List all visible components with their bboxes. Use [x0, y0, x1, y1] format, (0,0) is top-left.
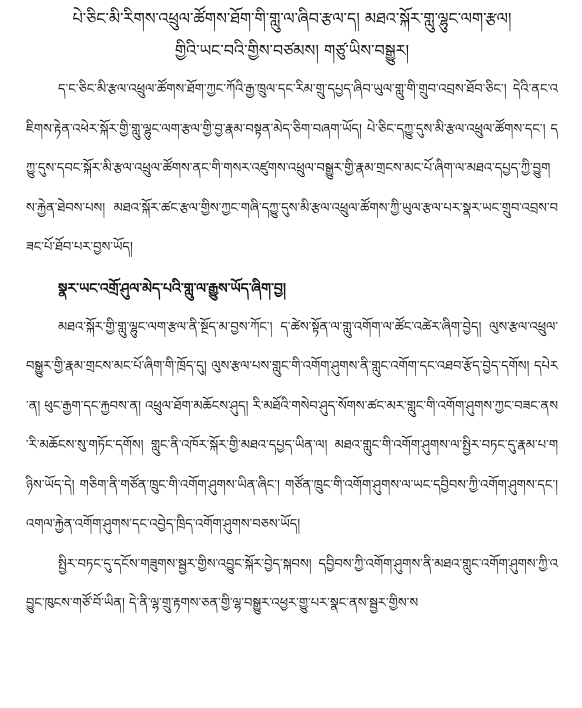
body-paragraph-1: མཐའ་སྐོར་གྱི་གླུ་ལྷུང་ལག་རྩལ་ནི་སྔོད་མ་བྱས་ཀོང་། ད་ཚེས་སྟོན་ལ་གླུ་འགོག་ལ་ཚོང་འཚེར་ཞིག་བྱེད། ལུས་རྩལ་འཕྲུལ་བསྒྱུར་གྱི་རྣམ་གྲངས་མང་པོ་ཞིག་གི་ཁྲོད་དུ། ལུས་རྩལ་པས་གླུང་གི་འགོག་ཤུགས་ནི་གླུང་འགོག་དང་འཐབ་རྩོད་བྱེད་དགོས། དཔེར་ན། ཕུང་རྒྱག་དང་རྐྱབས་ན། འཕྲུལ་ཐོག་མཆོངས་ཤུད། རི་མཐོའི་གསེབ་ཤུད་སོགས་ཚང་མར་གླུང་གི་འགོག་ཤུགས་ཀྱང་བཟང་ནས་རི་མཆོངས་སུ་གཏོང་དགོས། གླུང་ནི་འཁོར་སྐོར་གྱི་མཐའ་དཔྱད་ཡིན་ལ། མཐའ་གླུང་གི་འགོག་ཤུགས་ལ་སྤྱིར་བཏང་དུ་རྣམ་པ་གཉིས་ཡོད་དེ། གཅིག་ནི་གཙོན་ཁྲུང་གི་འགོག་ཤུགས་ཡིན་ཞིང་། གཙོན་ཁྲུང་གི་འགོག་ཤུགས་ལ་ཡང་དབྱིབས་ཀྱི་འགོག་ཤུགས་དང་། འགལ་རྐྱེན་འགོག་ཤུགས་དང་འབྱེད་ཁྲིད་འགོག་ཤུགས་བཅས་ཡོད།: [26, 319, 558, 532]
intro-paragraph: ད་ང་ཅིང་མི་རྩལ་འཕྲུལ་ཚོགས་ཐོག་ཀྱང་ཀོའི་རྒྱ་ཁྲུལ་དང་རིམ་གྲུ་དཔྱད་ཞིབ་ཡུལ་གླུ་གི་གྲུབ་འབྲས་ཐོབ་ཅིང་། དེའི་ནང་འཇིགས་རྟེན་འཕེར་སྐོར་གྱི་གླུ་ལྷུང་ལག་རྩལ་གྱི་བྱ་རྣམ་བསྟན་མེད་ཅིག་བཞག་ཡོད། པེ་ཅིང་དཀྱུ་དུས་མི་རྩལ་འཕྲུལ་ཚོགས་དང་། དཀྱུ་དུས་དབང་སྐོར་མི་རྩལ་འཕྲུལ་ཚོགས་ནང་གི་གསར་འཛུགས་འཕྲུལ་བསྒྱུར་གྱི་རྣམ་གྲངས་མང་པོ་ཞིག་ལ་མཐའ་དཔྱད་ཀྱི་བྱུགས་རྐྱེན་ཐེབས་པས། མཐའ་སྐོར་ཚང་རྩལ་གྱིས་ཀྱང་གཞི་དཀྱུ་དུས་མི་རྩལ་འཕྲུལ་ཚོགས་ཀྱི་ཡུལ་རྩལ་པར་སྣར་ཡང་གྲུབ་འབྲས་བཟང་པོ་ཐོབ་པར་བྱས་ཡོད།: [26, 82, 558, 255]
document-title: པེ་ཅིང་མི་རིགས་འཕྲུལ་ཚོགས་ཐོག་གི་གླུ་ལ་ཞིབ་རྩལ་ད། མཐའ་སྐོར་གླུ་ལྷུང་ལག་རྩལ།: [72, 9, 512, 28]
body-paragraph-2: སྤྱིར་བཏང་དུ་དངོས་གཟུགས་སྦྱར་གྱིས་འབྱུང་སྐོར་བྱེད་སྐབས། དབྱིབས་ཀྱི་འགོག་ཤུགས་ནི་མཐའ་གླུང་འགོག་ཤུགས་ཀྱི་འབྱུང་ཁུངས་གཙོ་བོ་ཡིན། དེ་ནི་ལྷ་གྲུ་རྟགས་ཅན་གྱི་ལྷ་བསྒྱུར་འཕྱར་གྱུ་པར་སྣང་ནས་སྦྱར་གྱིས་ས: [26, 556, 558, 611]
section-heading: སྣར་ཡང་འགྲོ་ཤུལ་མེད་པའི་གླུ་ལ་རྒྱུས་ཡོད་ཞིག་བྱ།: [58, 280, 286, 297]
author-byline: གྱིའི་ཡང་བའི་གྱིས་བཙམས། གཙུ་ཡིས་བསྒྱུར།: [174, 41, 410, 60]
